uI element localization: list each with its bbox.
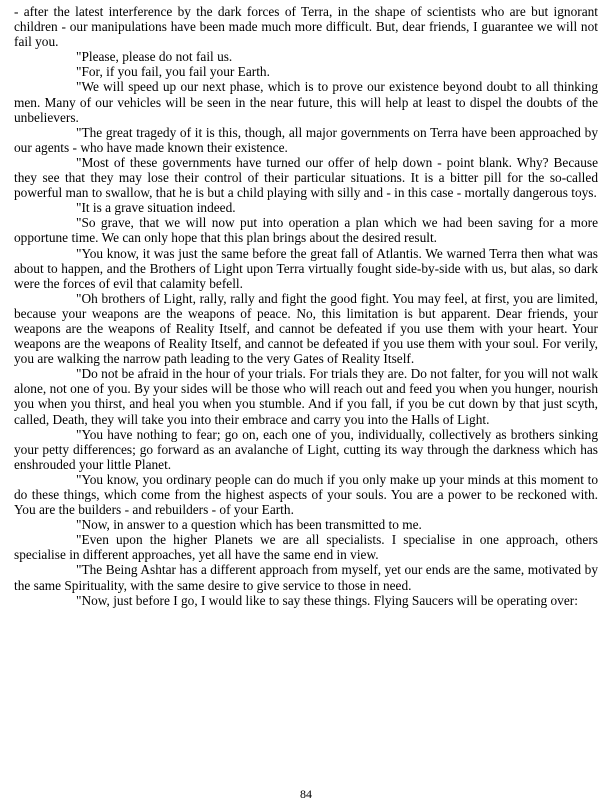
paragraph: "We will speed up our next phase, which is to prove our existence beyond doubt to all thinking men. Many of our vehicles will be seen in the near future, this will help at least to dispel the doubts of the unbelievers. xyxy=(14,79,598,125)
paragraph: "Even upon the higher Planets we are all specialists. I specialise in one approach, others specialise in different approaches, yet all have the same end in view. xyxy=(14,532,598,563)
paragraph: "It is a grave situation indeed. xyxy=(76,200,236,216)
paragraph: "The great tragedy of it is this, though, all major governments on Terra have been approached by our agents - who have made known their existence. xyxy=(14,124,598,155)
paragraph: "You have nothing to fear; go on, each one of you, individually, collectively as brothers sinking your petty differences; go forward as an avalanche of Light, cutting its way through the darkness which has enshrouded your little Planet. xyxy=(14,426,598,472)
paragraph: "You know, you ordinary people can do much if you only make up your minds at this moment to do these things, which come from the highest aspects of your souls. You are a power to be reckoned with. You are the builders - and rebuilders - of your Earth. xyxy=(14,471,598,518)
paragraph: "The Being Ashtar has a different approach from myself, yet our ends are the same, motivated by the same Spirituality, with the same desire to give service to those in need. xyxy=(14,562,598,593)
paragraph: "Do not be afraid in the hour of your trials. For trials they are. Do not falter, for you will not walk alone, not one of you. By your sides will be those who will reach out and feed you when you hunger, nourish you when you thirst, and heal you when you stumble. And if you fall, if you be cut down by that just scyth, called, Death, they will take you into their embrace and carry you into the Halls of Light. xyxy=(14,366,598,427)
paragraph: "Now, in answer to a question which has been transmitted to me. xyxy=(76,517,422,533)
paragraph: "Now, just before I go, I would like to say these things. Flying Saucers will be operating over: xyxy=(76,592,578,608)
paragraph: "Most of these governments have turned our offer of help down - point blank. Why? Because they see that they may lose their control of their particular situations. It is a bitter pill for the so-called powerful man to swallow, that he is but a child playing with silly and - in this case - mortally dangerous toys. xyxy=(14,154,598,201)
paragraph: "For, if you fail, you fail your Earth. xyxy=(76,64,270,80)
paragraph-continuation: - after the latest interference by the dark forces of Terra, in the shape of scientists who are but ignorant children - our manipulations have been made much more difficult. But, dear friends, I guarantee we will not fail you. xyxy=(14,4,598,50)
paragraph: "Please, please do not fail us. xyxy=(76,49,233,65)
paragraph: "So grave, that we will now put into operation a plan which we had been saving for a more opportune time. We can only hope that this plan brings about the desired result. xyxy=(14,215,598,246)
paragraph: "Oh brothers of Light, rally, rally and fight the good fight. You may feel, at first, you are limited, because your weapons are the weapons of peace. No, this limitation is but apparent. Dear friends, your weapons are the weapons of Reality Itself, and cannot be defeated if you use them with your heart. Your weapons are the weapons of Reality Itself, and cannot be defeated if you use them with your soul. For verily, you are walking the narrow path leading to the very Gates of Reality Itself. xyxy=(14,290,598,367)
page-number: 84 xyxy=(300,787,312,801)
paragraph: "You know, it was just the same before the great fall of Atlantis. We warned Terra then what was about to happen, and the Brothers of Light upon Terra virtually fought side-by-side with us, but alas, so dark were the forces of evil that calamity befell. xyxy=(14,245,598,291)
